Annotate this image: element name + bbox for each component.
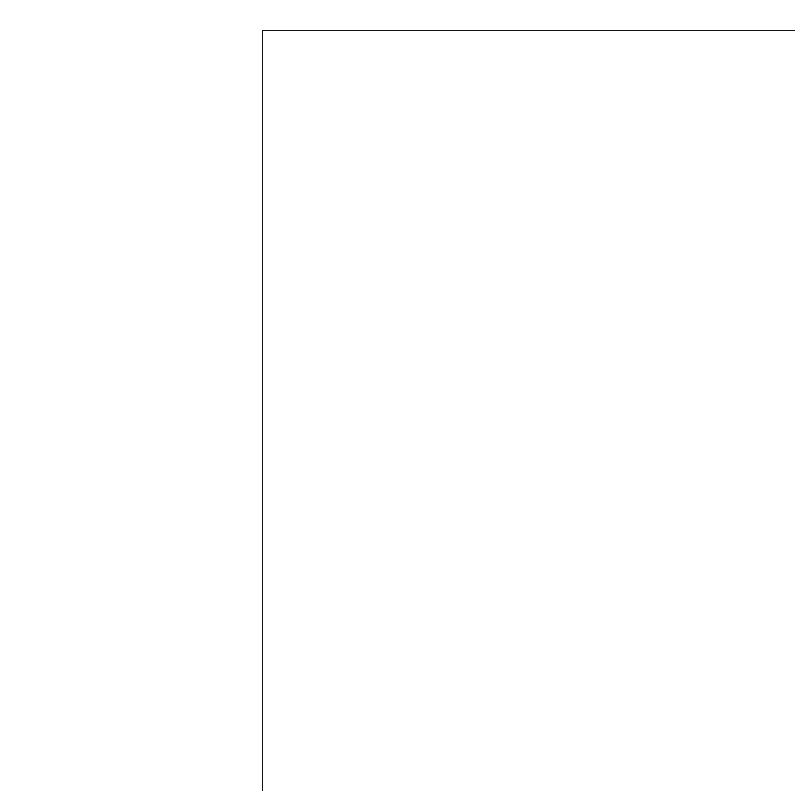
tzolkin-calendar-grid (262, 30, 795, 791)
tone-header-row (0, 0, 800, 28)
